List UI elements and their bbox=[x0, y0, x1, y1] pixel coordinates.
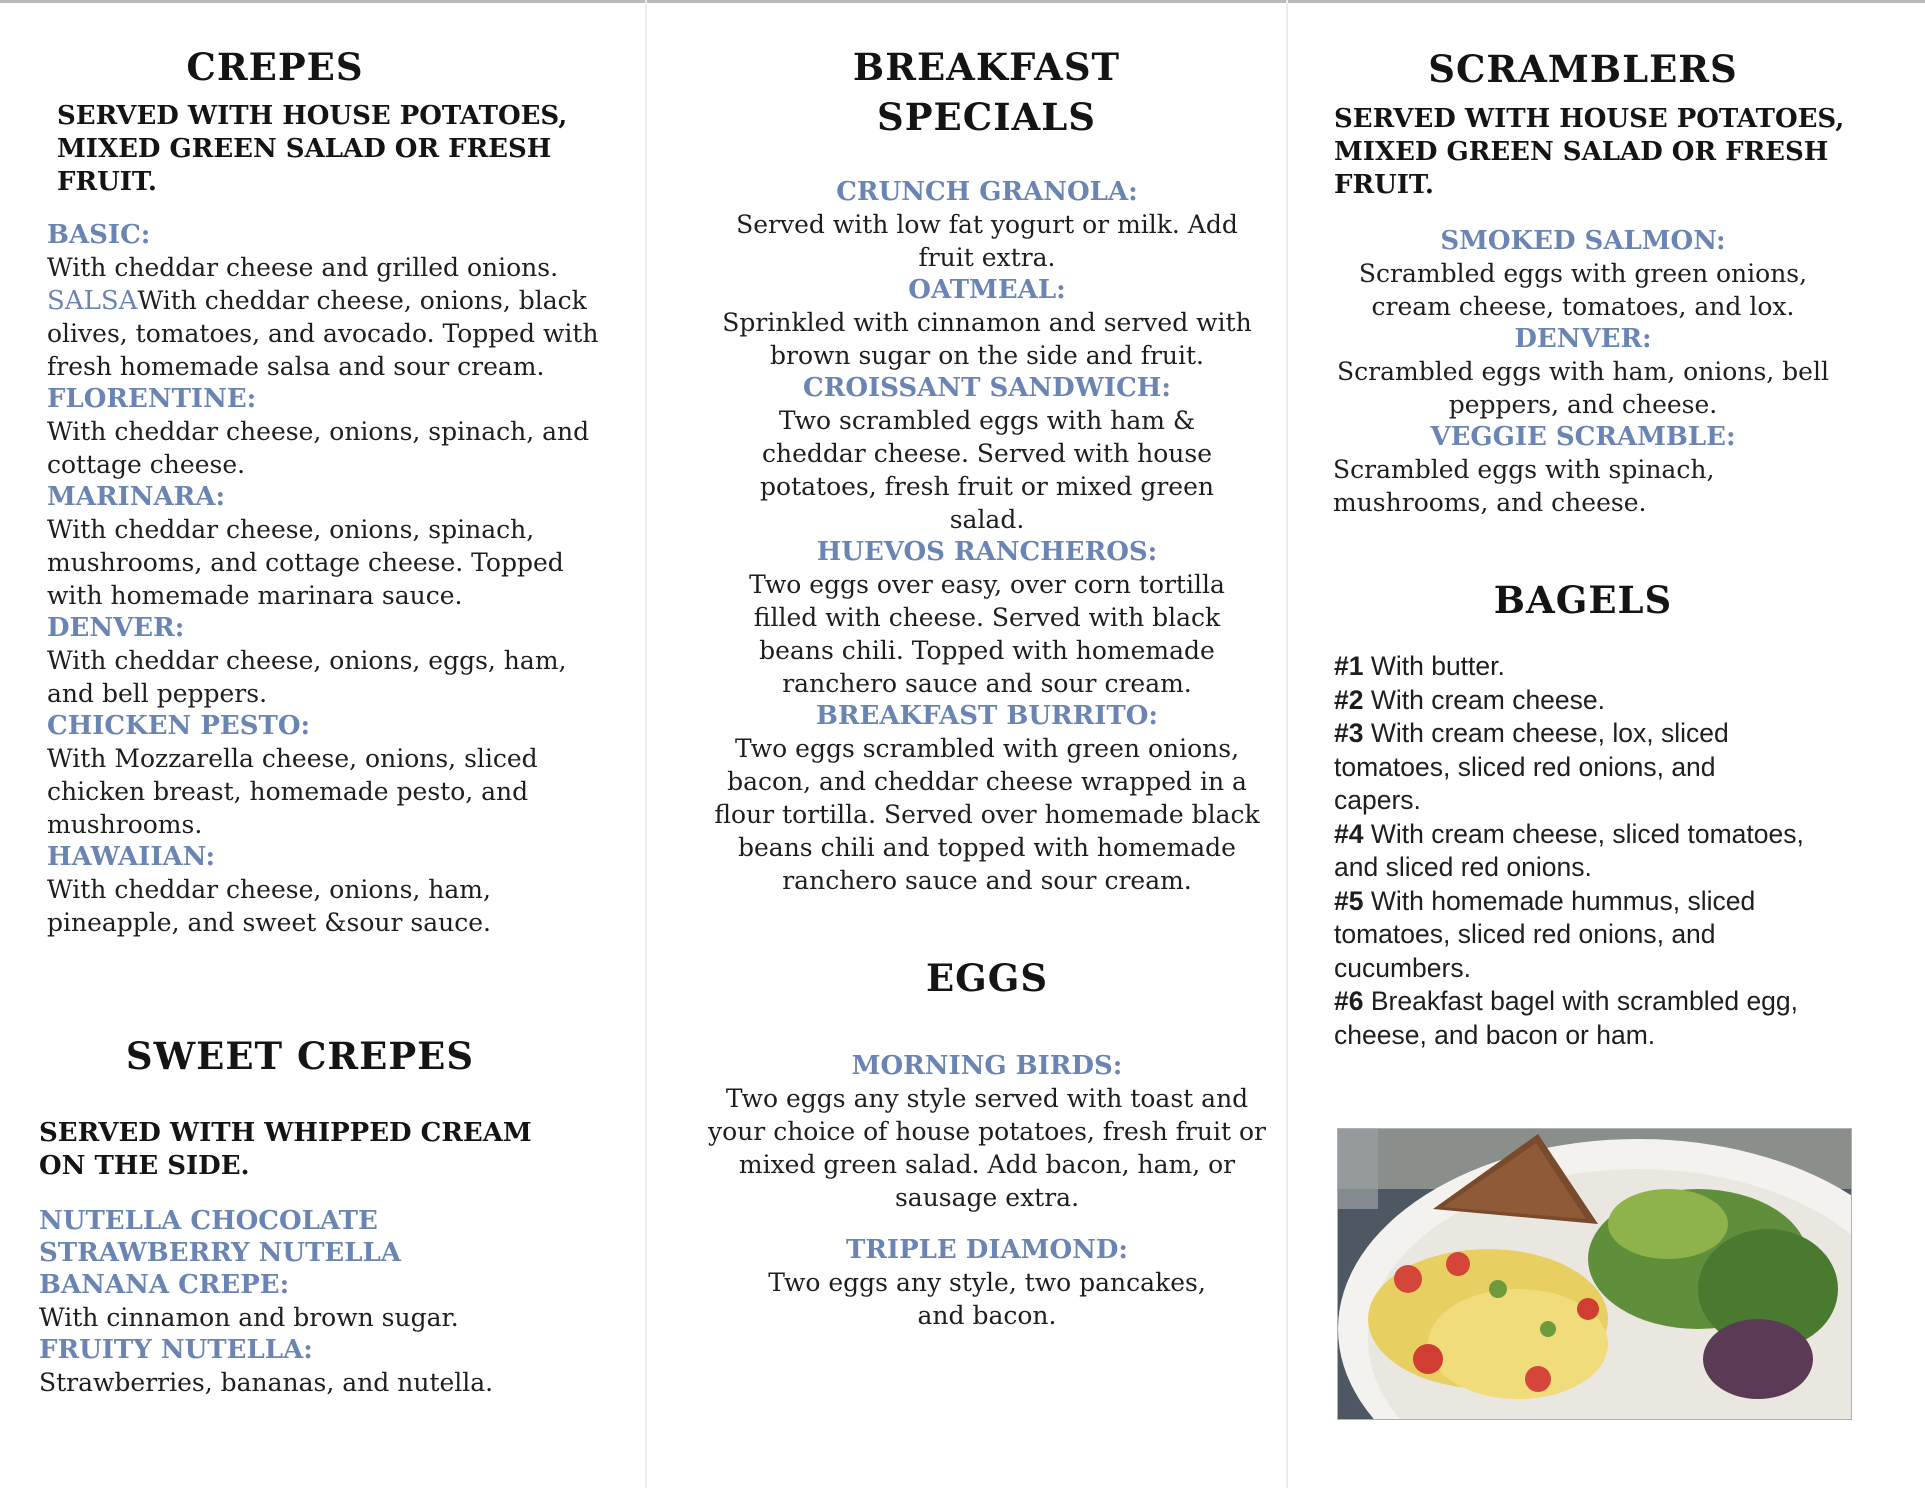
menu-item-description: With cheddar cheese, onions, spinach, and cottage cheese. bbox=[47, 417, 590, 479]
bagel-item bbox=[1334, 684, 1804, 718]
menu-item-description: With cheddar cheese, onions, black olives, tomatoes, and avocado. Topped with fresh homemade salsa and sour cream. bbox=[47, 286, 599, 381]
bagel-number: #4 bbox=[1334, 818, 1364, 849]
menu-item-name: HUEVOS RANCHEROS: bbox=[816, 537, 1158, 567]
breakfast-specials-heading-line2: SPECIALS bbox=[877, 95, 1096, 139]
crepes-note: SERVED WITH HOUSE POTATOES, MIXED GREEN SALAD OR FRESH FRUIT. bbox=[57, 101, 568, 197]
menu-item-description: With cinnamon and brown sugar. bbox=[39, 1303, 459, 1332]
menu-item-description: Scrambled eggs with spinach, mushrooms, and cheese. bbox=[1333, 455, 1715, 517]
center-panel bbox=[647, 0, 1286, 1488]
menu-item-name: BREAKFAST BURRITO: bbox=[815, 701, 1159, 731]
menu-item-name: FRUITY NUTELLA: bbox=[39, 1335, 313, 1365]
menu-item-description: Two eggs scrambled with green onions, bacon, and cheddar cheese wrapped in a flour tortilla. Served over homemade black beans chili and topped with homemade ranchero sauce and sour cream. bbox=[714, 734, 1260, 895]
breakfast-specials-items bbox=[687, 176, 1287, 897]
bagel-item bbox=[1334, 650, 1804, 684]
menu-item-name: STRAWBERRY NUTELLA bbox=[39, 1238, 401, 1268]
food-photo bbox=[1337, 1128, 1852, 1420]
crepes-heading: CREPES bbox=[186, 45, 364, 89]
sweet-crepes-note: SERVED WITH WHIPPED CREAM ON THE SIDE. bbox=[39, 1118, 532, 1181]
menu-item-description: Two eggs over easy, over corn tortilla filled with cheese. Served with black beans chili. Topped with homemade ranchero sauce and sour cream. bbox=[749, 570, 1225, 698]
menu-item-description: Two scrambled eggs with ham & cheddar cheese. Served with house potatoes, fresh fruit or mixed green salad. bbox=[760, 406, 1214, 534]
menu-item-name: DENVER: bbox=[47, 613, 185, 643]
menu-item-description: Two eggs any style served with toast and your choice of house potatoes, fresh fruit or mixed green salad. Add bacon, ham, or sausage extra. bbox=[708, 1084, 1266, 1212]
menu-item-description: With cheddar cheese, onions, eggs, ham, and bell peppers. bbox=[47, 646, 567, 708]
bagels-items bbox=[1334, 650, 1804, 1052]
scramblers-heading: SCRAMBLERS bbox=[1428, 47, 1738, 91]
bagels-heading: BAGELS bbox=[1493, 578, 1673, 622]
menu-item-description: Scrambled eggs with green onions, cream cheese, tomatoes, and lox. bbox=[1358, 259, 1808, 321]
menu-item-description: With Mozzarella cheese, onions, sliced chicken breast, homemade pesto, and mushrooms. bbox=[47, 744, 538, 839]
breakfast-specials-heading-line1: BREAKFAST bbox=[852, 45, 1121, 89]
breakfast-specials-heading bbox=[647, 42, 1326, 142]
menu-item-name: SALSA bbox=[47, 286, 138, 316]
bagel-item bbox=[1334, 885, 1804, 986]
menu-item-description: Strawberries, bananas, and nutella. bbox=[39, 1368, 494, 1397]
menu-item-name: CRUNCH GRANOLA: bbox=[836, 177, 1138, 207]
menu-item-name: BASIC: bbox=[47, 220, 151, 250]
bagel-number: #3 bbox=[1334, 718, 1364, 748]
menu-item-description: Two eggs any style, two pancakes, and bacon. bbox=[768, 1268, 1206, 1330]
menu-item-name: FLORENTINE: bbox=[47, 384, 257, 414]
sweet-crepes-heading: SWEET CREPES bbox=[125, 1034, 475, 1078]
menu-item-description: With cheddar cheese, onions, spinach, mushrooms, and cottage cheese. Topped with homemade marinara sauce. bbox=[47, 515, 564, 610]
left-panel bbox=[0, 0, 645, 1488]
sweet-crepes-items bbox=[39, 1205, 599, 1399]
bagel-number: #5 bbox=[1334, 885, 1364, 916]
menu-item-name: SMOKED SALMON: bbox=[1440, 226, 1726, 256]
menu-item-salsa bbox=[47, 284, 602, 383]
menu-item-description: Sprinkled with cinnamon and served with brown sugar on the side and fruit. bbox=[722, 308, 1252, 370]
menu-item-name: VEGGIE SCRAMBLE: bbox=[1430, 422, 1736, 452]
bagel-description: With homemade hummus, sliced tomatoes, sliced red onions, and cucumbers. bbox=[1334, 885, 1756, 983]
menu-item-name: HAWAIIAN: bbox=[47, 842, 216, 872]
bagel-item bbox=[1334, 818, 1804, 885]
bagel-item bbox=[1334, 717, 1804, 818]
crepes-section bbox=[40, 42, 600, 92]
bagel-description: With cream cheese, sliced tomatoes, and sliced red onions. bbox=[1334, 818, 1804, 882]
bagel-description: Breakfast bagel with scrambled egg, cheese, and bacon or ham. bbox=[1334, 986, 1799, 1050]
scramblers-note: SERVED WITH HOUSE POTATOES, MIXED GREEN SALAD OR FRESH FRUIT. bbox=[1334, 104, 1845, 200]
crepes-items bbox=[47, 219, 602, 939]
menu-item-description: Served with low fat yogurt or milk. Add fruit extra. bbox=[736, 210, 1238, 272]
food-photo-illustration bbox=[1338, 1129, 1851, 1419]
menu-item-name: TRIPLE DIAMOND: bbox=[845, 1235, 1129, 1265]
menu-item-name: NUTELLA CHOCOLATE bbox=[39, 1206, 378, 1236]
eggs-items bbox=[687, 1050, 1287, 1332]
scramblers-items bbox=[1318, 225, 1848, 519]
bagel-description: With cream cheese. bbox=[1363, 684, 1606, 715]
bagel-number: #1 bbox=[1334, 651, 1364, 681]
menu-item-name: MORNING BIRDS: bbox=[851, 1051, 1123, 1081]
bagel-description: With butter. bbox=[1363, 651, 1505, 681]
bagel-number: #2 bbox=[1334, 684, 1364, 715]
bagel-description: With cream cheese, lox, sliced tomatoes, sliced red onions, and capers. bbox=[1334, 718, 1729, 815]
menu-item-description: With cheddar cheese and grilled onions. bbox=[47, 253, 559, 282]
menu-item-name: OATMEAL: bbox=[908, 275, 1066, 305]
menu-item-name: DENVER: bbox=[1514, 324, 1652, 354]
eggs-heading: EGGS bbox=[925, 956, 1049, 1000]
menu-item-description: With cheddar cheese, onions, ham, pineapple, and sweet &sour sauce. bbox=[47, 875, 491, 937]
menu-item-name: MARINARA: bbox=[47, 482, 226, 512]
bagel-number: #6 bbox=[1334, 986, 1364, 1016]
bagel-item bbox=[1334, 985, 1804, 1052]
menu-item-description: Scrambled eggs with ham, onions, bell peppers, and cheese. bbox=[1337, 357, 1829, 419]
menu-item-name: CROISSANT SANDWICH: bbox=[803, 373, 1171, 403]
menu-item-name: CHICKEN PESTO: bbox=[47, 711, 311, 741]
menu-item-name: BANANA CREPE: bbox=[39, 1270, 290, 1300]
